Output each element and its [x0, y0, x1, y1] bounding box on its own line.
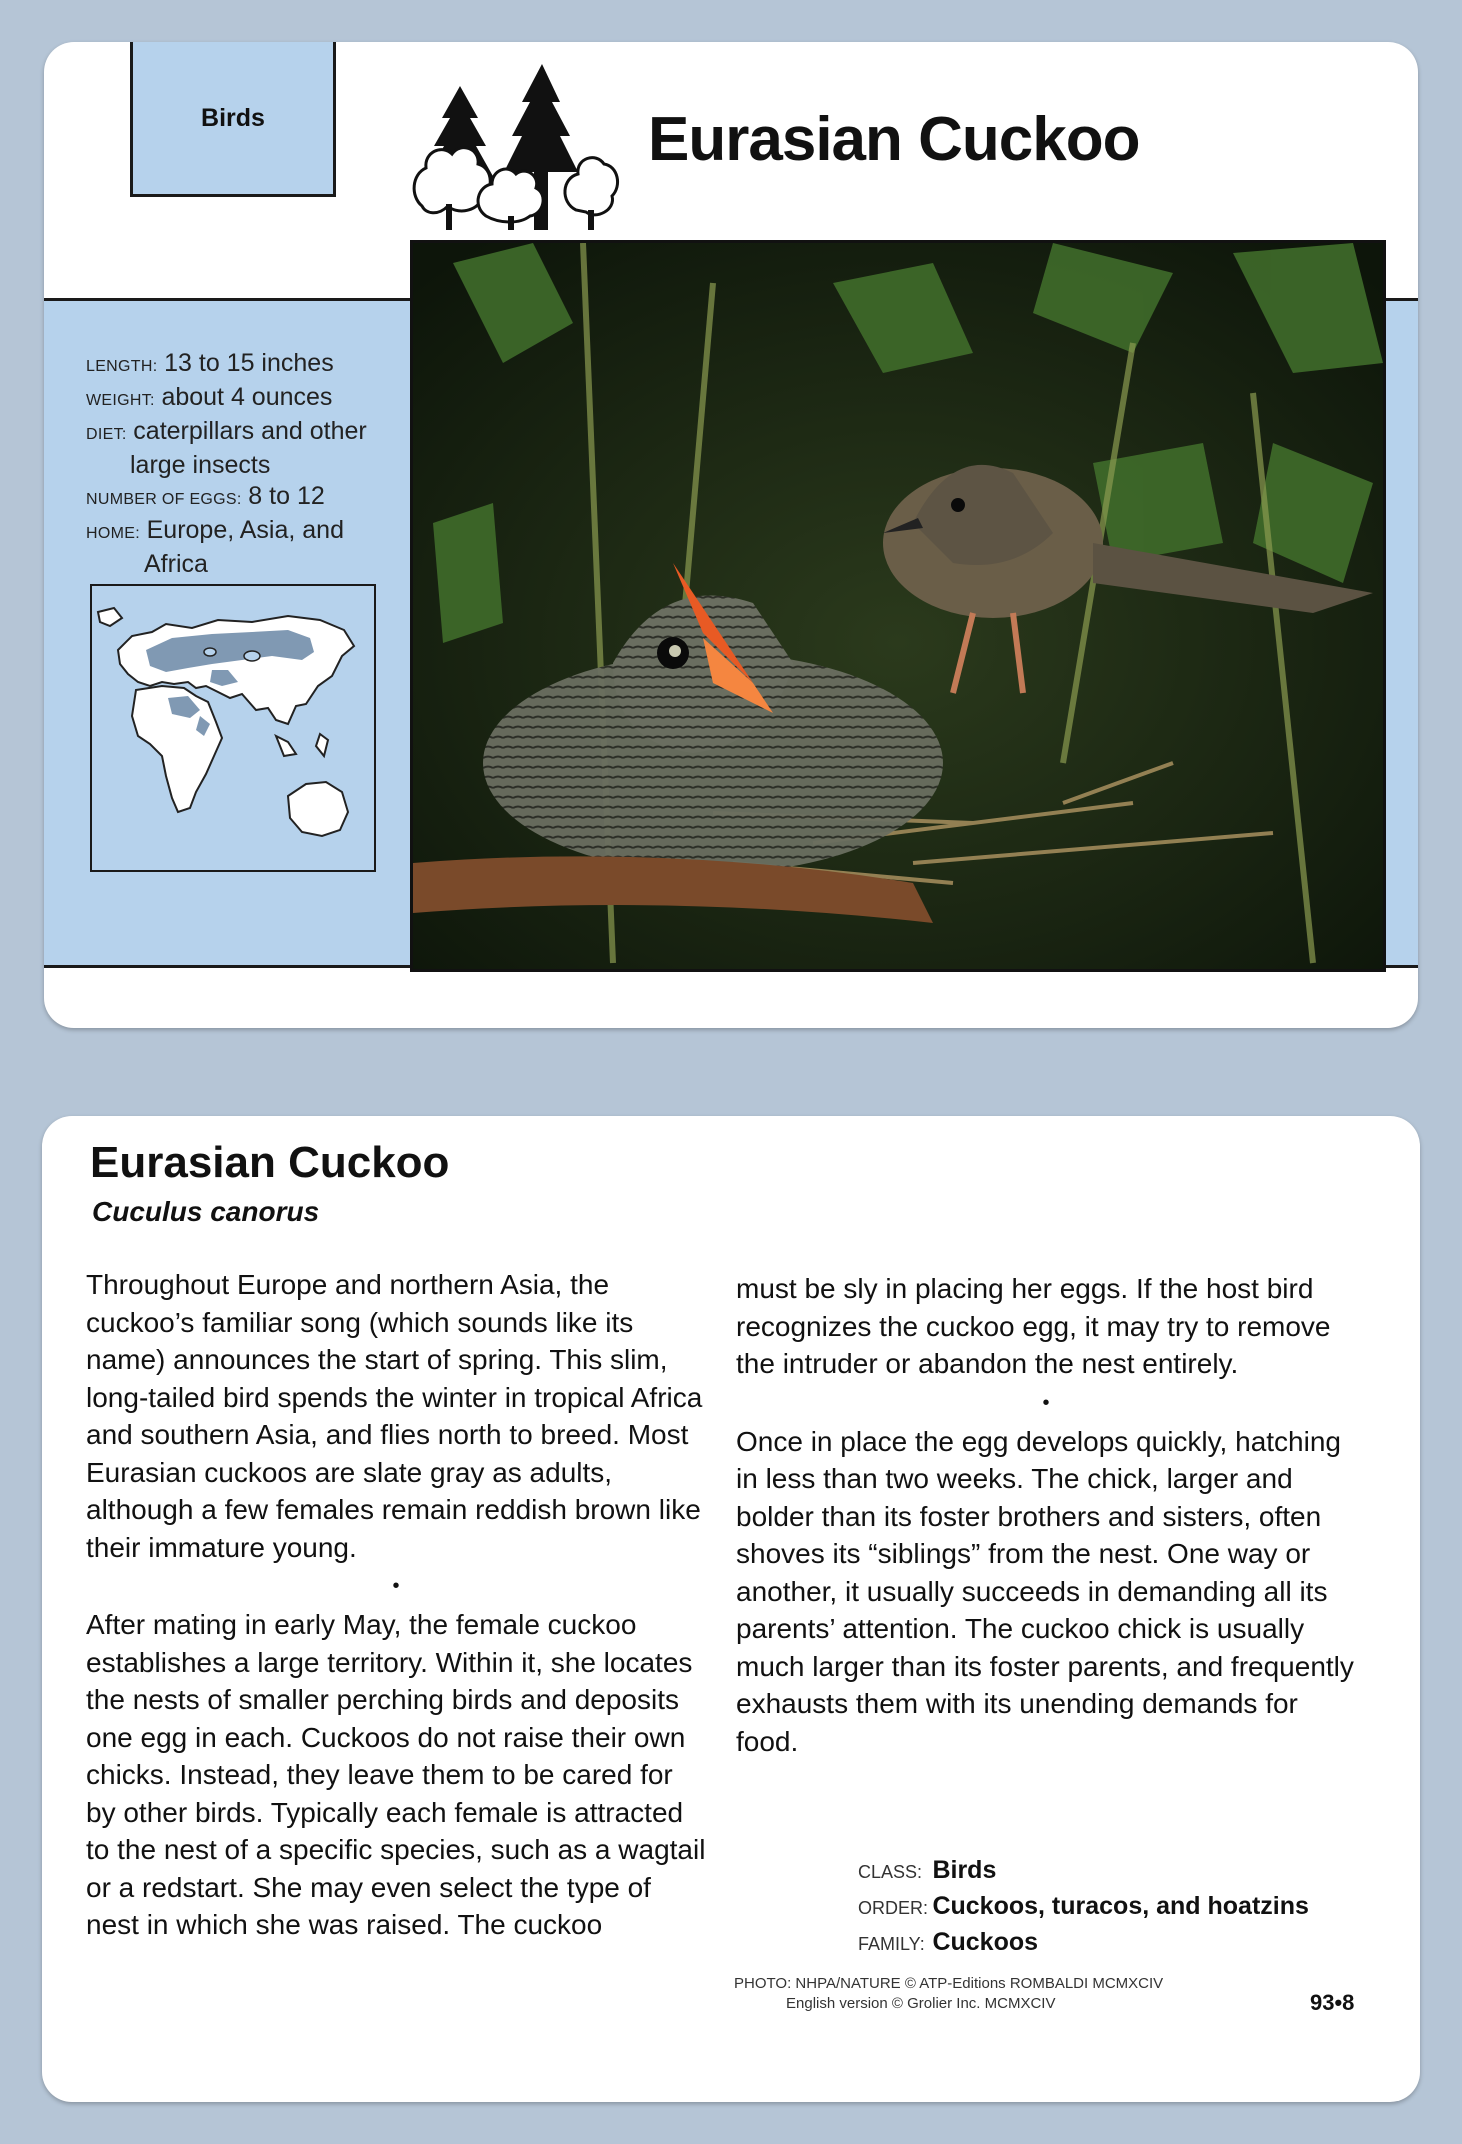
fact-home: HOME: Europe, Asia, and Africa — [86, 516, 344, 578]
category-label: Birds — [201, 103, 265, 132]
back-title: Eurasian Cuckoo — [90, 1138, 450, 1187]
paragraph: Throughout Europe and northern Asia, the cuckoo’s familiar song (which sounds like its name) announces the start of spring. This slim, long-tailed bird spends the winter in tropical Africa and southern Asia, and flies north to breed. Most Eurasian cuckoos are slate gray as adults, although a few females remain reddish brown like their immature young. — [86, 1269, 703, 1563]
credits-line-1: PHOTO: NHPA/NATURE © ATP-Editions ROMBALDI MCMXCIV — [734, 1975, 1164, 1992]
credits-line-2: English version © Grolier Inc. MCMXCIV — [786, 1995, 1056, 2012]
fact-diet: DIET: caterpillars and other large insects — [86, 417, 367, 479]
order-row: ORDER: Cuckoos, turacos, and hoatzins — [858, 1892, 1309, 1920]
paragraph: After mating in early May, the female cuckoo establishes a large territory. Within it, she locates the nests of smaller perching birds and deposits one egg in each. Cuckoos do not raise their own chicks. Instead, they leave them to be cared for by other birds. Typically each female is attracted to the nest of a specific species, such as a wagtail or a redstart. She may even select the type of nest in which she was raised. The cuckoo — [86, 1609, 706, 1940]
card-title: Eurasian Cuckoo — [648, 105, 1140, 174]
photo-credits — [734, 1974, 1163, 2014]
back-card — [42, 1116, 1420, 2102]
card-number: 93•8 — [1310, 1990, 1355, 2015]
fact-eggs: NUMBER OF EGGS: 8 to 12 — [86, 482, 325, 510]
text-column-left — [86, 1266, 706, 1944]
section-bullet: • — [1042, 1391, 1050, 1414]
scientific-name: Cuculus canorus — [92, 1196, 320, 1227]
category-tab — [130, 42, 336, 197]
range-map-drawing — [92, 586, 374, 870]
fact-length: LENGTH: 13 to 15 inches — [86, 349, 334, 377]
text-column-right — [736, 1270, 1356, 1760]
fact-weight: WEIGHT: about 4 ounces — [86, 383, 333, 411]
classification — [858, 1854, 1309, 1962]
paragraph: Once in place the egg develops quickly, hatching in less than two weeks. The chick, larger and bolder than its foster brothers and sisters, often shoves its “siblings” from the nest. One way or another, it usually succeeds in demanding all its parents’ attention. The cuckoo chick is usually much larger than its foster parents, and frequently exhausts them with its unending demands for food. — [736, 1425, 1354, 1757]
family-row: FAMILY: Cuckoos — [858, 1928, 1039, 1956]
class-row: CLASS: Birds — [858, 1856, 997, 1884]
fact-list — [86, 348, 426, 580]
front-card — [44, 42, 1418, 1028]
range-map — [90, 584, 376, 872]
paragraph: must be sly in placing her eggs. If the host bird recognizes the cuckoo egg, it may try to remove the intruder or abandon the nest entirely. — [736, 1273, 1331, 1379]
photo-illustration — [413, 243, 1383, 969]
cuckoo-chick-in-nest-photo — [410, 240, 1386, 972]
section-bullet: • — [392, 1575, 400, 1597]
forest-trees-icon — [408, 56, 622, 234]
